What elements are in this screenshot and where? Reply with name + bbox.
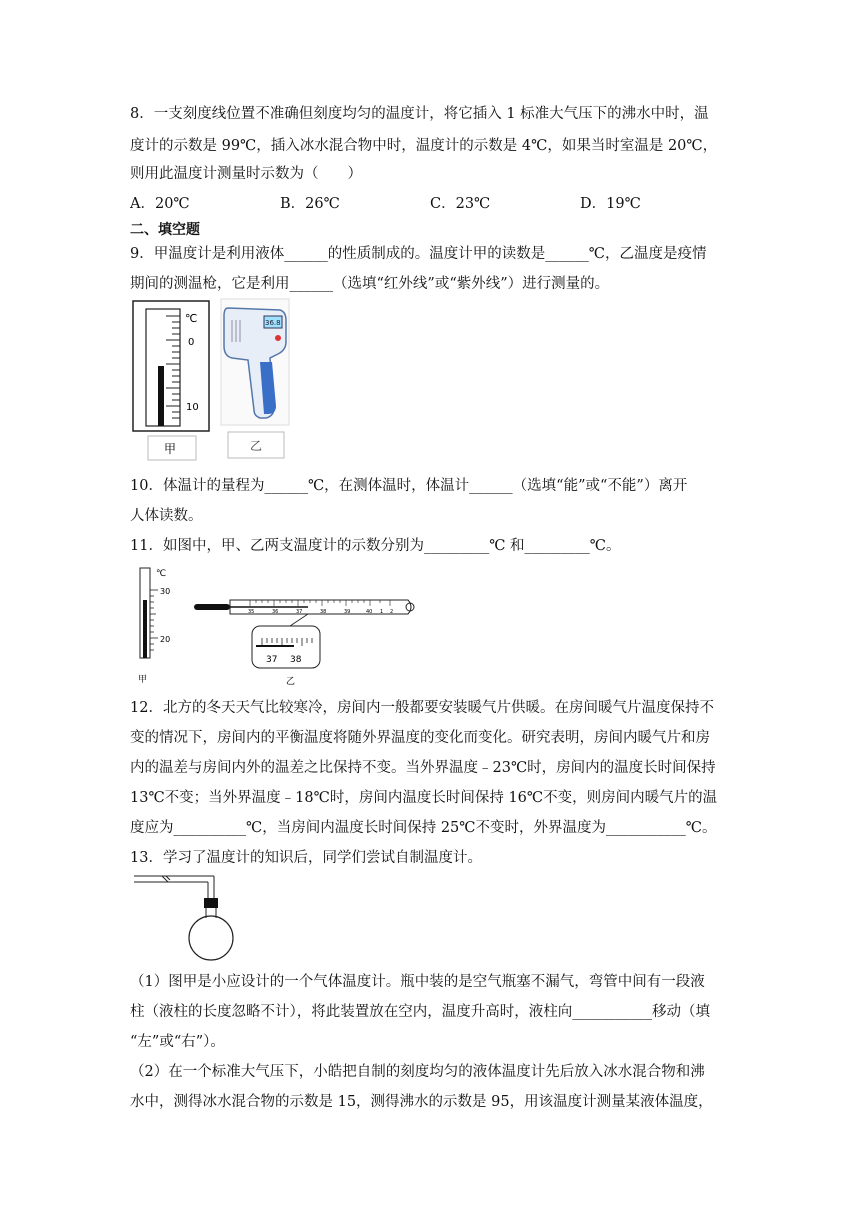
q11-jia-caption: 甲 bbox=[138, 675, 148, 685]
q13-part1-line-1: （1）图甲是小应设计的一个气体温度计。瓶中装的是空气瓶塞不漏气，弯管中间有一段液 bbox=[130, 974, 705, 990]
q8-option-a: A．20℃ bbox=[130, 196, 190, 212]
q13-line-1: 13．学习了温度计的知识后，同学们尝试自制温度计。 bbox=[130, 850, 482, 866]
q9-jia-unit: ℃ bbox=[185, 312, 198, 325]
q11-thermometer-jia-figure bbox=[134, 562, 184, 686]
q11-jia-ticks bbox=[150, 590, 158, 650]
q11-yi-zoom-38: 38 bbox=[290, 655, 302, 665]
q13-part1-line-2: 柱（液柱的长度忽略不计），将此装置放在空内，温度升高时，液柱向___________移动（填 bbox=[130, 1004, 710, 1020]
q8-line-3: 则用此温度计测量时示数为（ ） bbox=[130, 166, 362, 182]
q9-jia-liquid-column bbox=[158, 366, 164, 426]
q11-clinical-thermometer-figure bbox=[190, 594, 420, 688]
q11-jia-tick-label-20: 20 bbox=[160, 635, 171, 644]
q11-yi-scale-39: 39 bbox=[344, 609, 351, 615]
q8-line-2: 度计的示数是 99℃，插入冰水混合物中时，温度计的示数是 4℃，如果当时室温是 20℃， bbox=[130, 138, 718, 154]
q9-thermometer-gun-figure bbox=[220, 298, 292, 462]
q11-yi-scale-35: 35 bbox=[248, 609, 255, 615]
q12-line-1: 12．北方的冬天天气比较寒冷，房间内一般都要安装暖气片供暖。在房间暖气片温度保持不 bbox=[130, 700, 714, 716]
q12-line-3: 内的温差与房间内外的温差之比保持不变。当外界温度﹣23℃时，房间内的温度长时间保持 bbox=[130, 760, 716, 776]
q11-line-1: 11．如图中，甲、乙两支温度计的示数分别为_________℃ 和_________℃。 bbox=[130, 538, 621, 554]
q13-flask-bulb bbox=[189, 916, 233, 960]
q11-yi-caption: 乙 bbox=[286, 677, 296, 687]
q10-line-1: 10．体温计的量程为______℃，在测体温时，体温计______（选填“能”或“不能”）离开 bbox=[130, 478, 688, 494]
q13-gas-thermometer-figure bbox=[134, 872, 254, 966]
q9-jia-ticks bbox=[166, 316, 180, 418]
q13-part1-line-3: “左”或“右”）。 bbox=[130, 1034, 225, 1050]
q9-yi-button bbox=[275, 335, 281, 341]
q9-jia-caption: 甲 bbox=[164, 442, 177, 456]
q11-yi-scale-40: 40 bbox=[366, 609, 373, 615]
q11-yi-leader-line bbox=[290, 614, 308, 626]
q12-line-2: 变的情况下，房间内的平衡温度将随外界温度的变化而变化。研究表明，房间内暖气片和房 bbox=[130, 730, 710, 746]
section-heading-fill-blank: 二、填空题 bbox=[130, 222, 200, 238]
q11-yi-bulb bbox=[194, 604, 230, 610]
q11-yi-zoom-37: 37 bbox=[266, 655, 278, 665]
q11-jia-unit: ℃ bbox=[156, 569, 167, 579]
q12-line-4: 13℃不变；当外界温度﹣18℃时，房间内温度长时间保持 16℃不变，则房间内暖气片的温 bbox=[130, 790, 718, 806]
q11-yi-scale-37: 37 bbox=[296, 609, 303, 615]
q9-yi-display-value: 36.8 bbox=[265, 319, 281, 327]
q11-jia-liquid-column bbox=[143, 600, 147, 658]
q13-part2-line-2: 水中，测得冰水混合物的示数是 15，测得沸水的示数是 95，用该温度计测量某液体温度， bbox=[130, 1094, 713, 1110]
q9-jia-tick-label-0: 0 bbox=[188, 337, 195, 348]
q8-option-b: B．26℃ bbox=[280, 196, 340, 212]
q11-yi-scale-1: 1 bbox=[380, 609, 384, 615]
q9-jia-tick-label-10: 10 bbox=[186, 402, 199, 413]
q12-line-5: 度应为__________℃，当房间内温度长时间保持 25℃不变时，外界温度为___________℃。 bbox=[130, 820, 717, 836]
q9-thermometer-jia-figure bbox=[132, 300, 212, 462]
q11-yi-ticks bbox=[250, 600, 390, 606]
q8-option-c: C．23℃ bbox=[430, 196, 491, 212]
q11-yi-scale-2: 2 bbox=[390, 609, 394, 615]
q13-stopper bbox=[204, 898, 218, 908]
q8-option-d: D．19℃ bbox=[580, 196, 641, 212]
q11-jia-tick-label-30: 30 bbox=[160, 587, 171, 596]
q13-part2-line-1: （2）在一个标准大气压下，小皓把自制的刻度均匀的液体温度计先后放入冰水混合物和沸 bbox=[130, 1064, 705, 1080]
q10-line-2: 人体读数。 bbox=[130, 508, 203, 524]
q11-yi-scale-36: 36 bbox=[272, 609, 279, 615]
q9-line-1: 9．甲温度计是利用液体______的性质制成的。温度计甲的读数是______℃，乙温度是疫情 bbox=[130, 246, 707, 262]
q8-options bbox=[130, 190, 730, 218]
q9-yi-caption: 乙 bbox=[250, 439, 263, 453]
q8-line-1: 8．一支刻度线位置不准确但刻度均匀的温度计，将它插入 1 标准大气压下的沸水中时，温 bbox=[130, 106, 709, 122]
q11-yi-scale-38: 38 bbox=[320, 609, 327, 615]
q9-line-2: 期间的测温枪，它是利用______（选填“红外线”或“紫外线”）进行测量的。 bbox=[130, 276, 610, 292]
